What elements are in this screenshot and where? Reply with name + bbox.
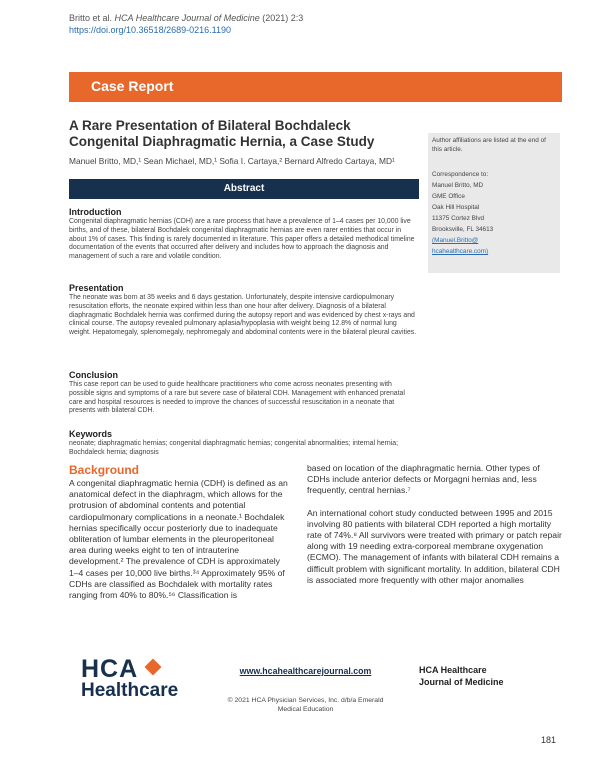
abstract-keywords <box>69 429 419 458</box>
journal-name-line1: HCA Healthcare <box>419 665 487 675</box>
article-type-banner <box>69 72 562 102</box>
citation-header <box>69 12 549 36</box>
citation-volume: (2021) 2:3 <box>259 13 304 23</box>
banner-label: Case Report <box>91 78 174 94</box>
body-column-right <box>307 463 562 597</box>
heart-icon <box>145 659 162 676</box>
body-paragraph: An international cohort study conducted between 1995 and 2015 involving 80 patients with bilateral CDH reported a high mortality rate of 74%.⁸ All survivors were treated with primary or patch repair along with 19 needing extra-corporeal membrane oxygenation (ECMO). The management of infants with bilateral CDH remains a difficult problem with significant mortality. In addition, bilateral CDH is associated more frequently with other major anomalies <box>307 507 562 585</box>
correspondence-street: 11375 Cortez Blvd <box>432 215 485 222</box>
page-number: 181 <box>541 735 557 745</box>
abstract-presentation <box>69 283 419 338</box>
section-title: Presentation <box>69 283 124 293</box>
journal-website-link[interactable]: www.hcahealthcarejournal.com <box>239 666 372 676</box>
footer-center <box>218 666 393 714</box>
affiliation-note: Author affiliations are listed at the end of this article. <box>432 137 546 153</box>
logo-healthcare-text: Healthcare <box>81 680 179 701</box>
correspondence-name: Manuel Britto, MD <box>432 182 484 189</box>
correspondence-hospital: Oak Hill Hospital <box>432 204 480 211</box>
abstract-header <box>69 179 419 199</box>
footer-journal-name <box>419 665 549 688</box>
section-text: This case report can be used to guide healthcare practitioners who come across neonates presenting with possible signs and symptoms of a rare but severe case of bilateral CDH. Management with enhanced prenatal care and hospital resources is needed to improve the chances of successful resuscitation in a neonate that presents with bilateral CDH. <box>69 381 405 415</box>
logo-hca-text: HCA <box>81 655 139 683</box>
section-text: Congenital diaphragmatic hernias (CDH) are a rare process that have a prevalence of 1–4 cases per 10,000 live births, and of these, bilateral Bochdalek congenital diaphragmatic hernias are even rarer entities that occur in about 1% of cases. This finding is rarely documented in literature. This paper offers a detailed methodical timeline documentation of the events that occurred after delivery and includes how to approach the diagnosis and management of such a rare and volatile condition. <box>69 218 415 261</box>
background-heading: Background <box>69 463 140 477</box>
body-column-left: A congenital diaphragmatic hernia (CDH) is defined as an anatomical defect in the diaphragm, which allows for the protrusion of abdominal contents and potential cardiopulmonary complications in a neonate.¹ Bochdalek hernias specifically occur posteriorly due to inadequate obliteration of lumbar elements in the pleuroperitoneal area during weeks eight to ten of intrauterine development.² The prevalence of CDH is approximately 1–4 cases per 10,000 live births.³⁴ Approximately 95% of CDHs are classified as Bochdalek with mortality rates ranging from 40% to 80%.⁵⁶ Classification is <box>69 478 288 601</box>
doi-link[interactable]: https://doi.org/10.36518/2689-0216.1190 <box>69 25 231 35</box>
section-text: The neonate was born at 35 weeks and 6 days gestation. Unfortunately, despite intensive cardiopulmonary resuscitation efforts, the neonate expired within less than one hour after delivery. Diagnosis of a bilateral diaphragmatic Bochdalek hernia was confirmed during the autopsy report and was evidenced by chest x-rays and clinical course. The autopsy revealed pulmonary aplasia/hypoplasia with weight being 12.8% of normal lung weight. Hepatomegaly, splenomegaly, nephromegaly and abdominal contents were in the bilateral pleural cavities. <box>69 294 417 337</box>
correspondence-city: Brooksville, FL 34613 <box>432 226 494 233</box>
copyright-notice: © 2021 HCA Physician Services, Inc. d/b/a Emerald Medical Education <box>227 697 384 713</box>
abstract-introduction <box>69 207 419 262</box>
citation-journal: HCA Healthcare Journal of Medicine <box>114 13 260 23</box>
section-text: neonate; diaphragmatic hernias; congenital diaphragmatic hernias; congenital abnormalities; internal hernia; Bochdaleck hernia; diagnosis <box>69 440 399 456</box>
abstract-conclusion <box>69 370 419 416</box>
email-link-domain[interactable]: hcahealthcare.com) <box>432 248 489 255</box>
journal-name-line2: Journal of Medicine <box>419 676 504 687</box>
section-title: Keywords <box>69 429 113 439</box>
email-link[interactable]: (Manuel.Britto@ <box>432 237 479 244</box>
abstract-heading: Abstract <box>223 183 265 194</box>
author-list: Manuel Britto, MD,¹ Sean Michael, MD,¹ Sofia I. Cartaya,² Bernard Alfredo Cartaya, MD¹ <box>69 156 395 166</box>
hca-healthcare-logo <box>69 655 189 703</box>
body-paragraph: based on location of the diaphragmatic hernia. Other types of CDHs include anterior defects or Morgagni hernias and, less frequently, central hernias.⁷ <box>307 463 540 496</box>
section-title: Conclusion <box>69 370 118 380</box>
section-title: Introduction <box>69 207 122 217</box>
correspondence-sidebar <box>428 133 560 273</box>
correspondence-label: Correspondence to: <box>432 171 489 178</box>
article-title: A Rare Presentation of Bilateral Bochdaleck Congenital Diaphragmatic Hernia, a Case Study <box>69 118 375 149</box>
citation-authors: Britto et al. <box>69 13 115 23</box>
correspondence-office: GME Office <box>432 193 465 200</box>
